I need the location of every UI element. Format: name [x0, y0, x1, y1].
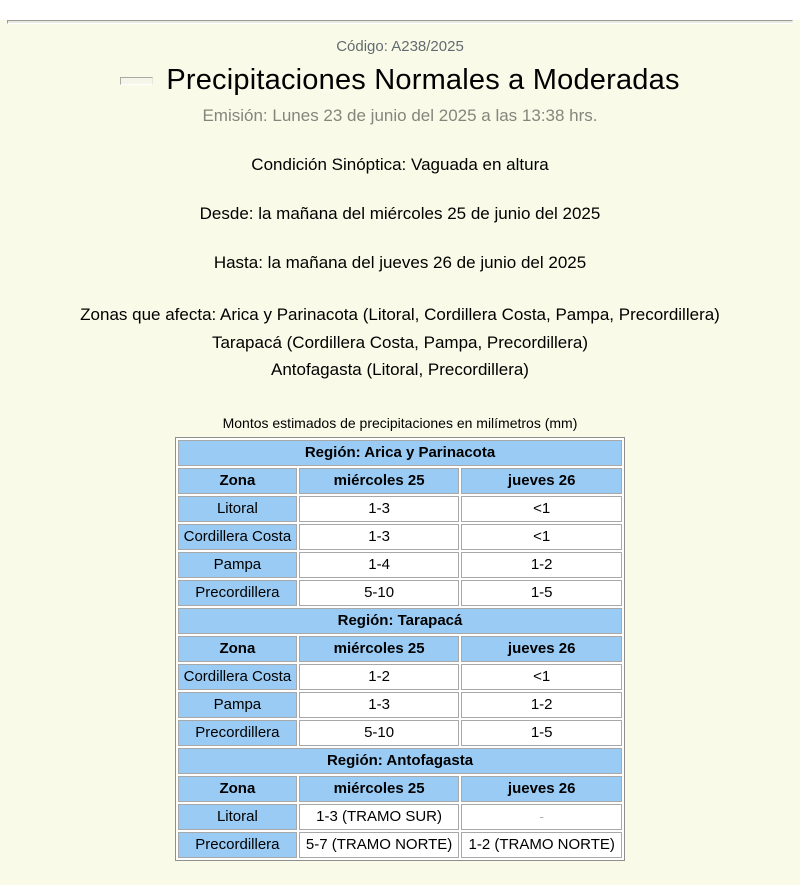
column-header-cell: jueves 26: [461, 636, 622, 662]
valid-until: Hasta: la mañana del jueves 26 de junio del 2025: [213, 253, 587, 272]
zone-cell: Litoral: [178, 496, 297, 522]
data-row: [178, 664, 622, 690]
column-header-cell: Zona: [178, 776, 297, 802]
zone-cell: Cordillera Costa: [178, 664, 297, 690]
affected-zones-line: Antofagasta (Litoral, Precordillera): [271, 360, 529, 379]
value-cell: 1-3 (TRAMO SUR): [299, 804, 460, 830]
value-cell: 1-3: [299, 496, 460, 522]
region-header-row: [178, 440, 622, 466]
value-cell: <1: [461, 496, 622, 522]
valid-from: Desde: la mañana del miércoles 25 de junio del 2025: [199, 204, 601, 223]
value-cell: -: [461, 804, 622, 830]
data-row: [178, 580, 622, 606]
top-white-strip: [0, 0, 800, 20]
data-row: [178, 832, 622, 858]
column-header-cell: jueves 26: [461, 468, 622, 494]
column-header-cell: Zona: [178, 468, 297, 494]
zone-cell: Precordillera: [178, 580, 297, 606]
value-cell: <1: [461, 664, 622, 690]
value-cell: 1-3: [299, 524, 460, 550]
column-header-cell: miércoles 25: [299, 776, 460, 802]
value-cell: 1-5: [461, 720, 622, 746]
column-header-cell: Zona: [178, 636, 297, 662]
value-cell: 1-2: [299, 664, 460, 690]
bulletin-level-icon: [120, 77, 153, 85]
affected-zones-line: Zonas que afecta: Arica y Parinacota (Litoral, Cordillera Costa, Pampa, Precordillera): [80, 305, 720, 324]
data-row: [178, 720, 622, 746]
affected-zones: [0, 301, 800, 384]
zone-cell: Precordillera: [178, 832, 297, 858]
data-row: [178, 524, 622, 550]
bulletin-code: Código: A238/2025: [336, 38, 464, 55]
page-title: Precipitaciones Normales a Moderadas: [166, 64, 680, 96]
zone-cell: Pampa: [178, 692, 297, 718]
value-cell: 5-10: [299, 720, 460, 746]
data-row: [178, 692, 622, 718]
column-header-row: [178, 776, 622, 802]
region-header-cell: Región: Tarapacá: [178, 608, 622, 634]
title-row: [0, 64, 800, 97]
horizontal-rule: [7, 20, 793, 24]
column-header-row: [178, 636, 622, 662]
column-header-row: [178, 468, 622, 494]
value-cell: 5-7 (TRAMO NORTE): [299, 832, 460, 858]
value-cell: 1-2: [461, 692, 622, 718]
column-header-cell: jueves 26: [461, 776, 622, 802]
region-header-cell: Región: Antofagasta: [178, 748, 622, 774]
zone-cell: Precordillera: [178, 720, 297, 746]
zone-cell: Pampa: [178, 552, 297, 578]
zone-cell: Cordillera Costa: [178, 524, 297, 550]
region-header-row: [178, 748, 622, 774]
zone-cell: Litoral: [178, 804, 297, 830]
value-cell: 1-4: [299, 552, 460, 578]
value-cell: 1-2: [461, 552, 622, 578]
synoptic-condition: Condición Sinóptica: Vaguada en altura: [251, 155, 549, 174]
region-header-cell: Región: Arica y Parinacota: [178, 440, 622, 466]
data-row: [178, 804, 622, 830]
precipitation-table-body: [178, 440, 622, 858]
affected-zones-line: Tarapacá (Cordillera Costa, Pampa, Precordillera): [211, 332, 589, 352]
value-cell: 1-2 (TRAMO NORTE): [461, 832, 622, 858]
region-header-row: [178, 608, 622, 634]
value-cell: 5-10: [299, 580, 460, 606]
emission-line: Emisión: Lunes 23 de junio del 2025 a las 13:38 hrs.: [202, 106, 598, 125]
column-header-cell: miércoles 25: [299, 636, 460, 662]
value-cell: 1-3: [299, 692, 460, 718]
data-row: [178, 552, 622, 578]
value-cell: 1-5: [461, 580, 622, 606]
data-row: [178, 496, 622, 522]
value-cell: <1: [461, 524, 622, 550]
precipitation-table: [175, 437, 625, 861]
column-header-cell: miércoles 25: [299, 468, 460, 494]
table-caption: Montos estimados de precipitaciones en milímetros (mm): [222, 414, 578, 431]
